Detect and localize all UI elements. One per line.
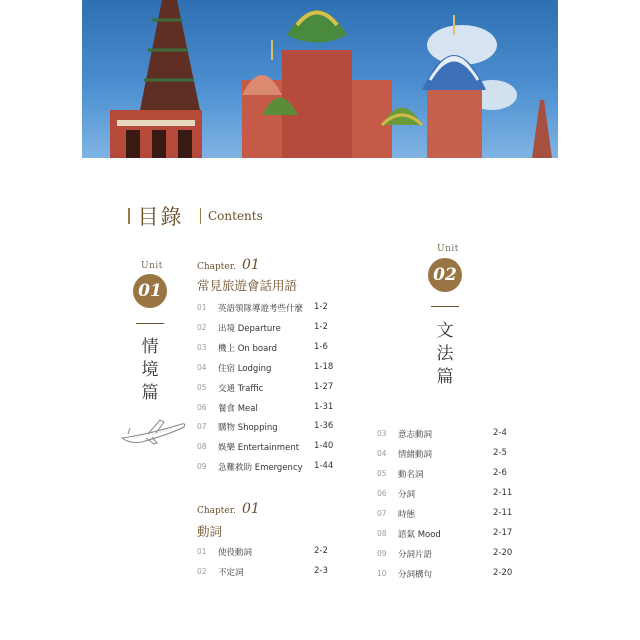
item-page: 2-20 xyxy=(493,568,513,578)
chapter1-list xyxy=(197,302,337,472)
item-number: 07 xyxy=(377,509,387,518)
item-page: 2-5 xyxy=(493,448,507,458)
item-number: 06 xyxy=(377,489,387,498)
item-number: 08 xyxy=(197,442,207,451)
item-title: 急難救助 Emergency xyxy=(218,463,303,473)
unit2-divider xyxy=(431,306,459,307)
chapter1-title: 常見旅遊會話用語 xyxy=(197,278,298,293)
item-number: 08 xyxy=(377,529,387,538)
item-number: 01 xyxy=(197,303,207,312)
item-number: 06 xyxy=(197,403,207,412)
item-number: 02 xyxy=(197,323,207,332)
item-page: 2-4 xyxy=(493,428,507,438)
chapter1-label: Chapter. xyxy=(197,262,236,272)
item-number: 04 xyxy=(377,449,387,458)
item-title: 分詞構句 xyxy=(398,570,433,580)
item-title: 意志動詞 xyxy=(398,430,433,440)
chapter2-title: 動詞 xyxy=(197,524,223,539)
item-number: 09 xyxy=(197,462,207,471)
item-page: 1-27 xyxy=(314,382,334,392)
item-title: 購物 Shopping xyxy=(218,423,278,433)
item-number: 07 xyxy=(197,422,207,431)
item-page: 2-3 xyxy=(314,566,328,576)
toc-title: 目錄 xyxy=(137,205,184,229)
item-page: 2-11 xyxy=(493,508,513,518)
item-number: 05 xyxy=(377,469,387,478)
item-page: 1-31 xyxy=(314,402,334,412)
item-page: 1-2 xyxy=(314,302,328,312)
item-number: 05 xyxy=(197,383,207,392)
item-title: 不定詞 xyxy=(218,568,244,578)
item-number: 03 xyxy=(197,343,207,352)
header-photo-cathedral xyxy=(82,0,558,158)
item-number: 01 xyxy=(197,547,207,556)
unit1-title: 情境篇 xyxy=(141,337,159,403)
item-number: 09 xyxy=(377,549,387,558)
chapter2-heading xyxy=(197,501,260,517)
item-title: 分詞片語 xyxy=(398,550,433,560)
item-title: 娛樂 Entertainment xyxy=(218,443,300,453)
unit1-divider xyxy=(136,323,164,324)
unit1-label: Unit xyxy=(141,261,163,271)
toc-header xyxy=(128,202,263,230)
item-title: 出境 Departure xyxy=(218,324,281,334)
item-title: 餐食 Meal xyxy=(218,404,258,414)
item-title: 使役動詞 xyxy=(218,548,253,558)
item-title: 情緒動詞 xyxy=(398,450,433,460)
item-page: 2-17 xyxy=(493,528,513,538)
item-page: 1-40 xyxy=(314,441,334,451)
item-page: 1-2 xyxy=(314,322,328,332)
item-title: 分詞 xyxy=(398,490,416,500)
chapter2-list xyxy=(197,546,337,586)
chapter2-label: Chapter. xyxy=(197,506,236,516)
item-number: 04 xyxy=(197,363,207,372)
chapter2-number: 01 xyxy=(241,501,260,517)
item-page: 1-18 xyxy=(314,362,334,372)
unit1-badge: 01 xyxy=(133,274,167,308)
item-title: 機上 On board xyxy=(218,344,278,354)
unit2-title: 文法篇 xyxy=(436,321,454,387)
item-title: 時態 xyxy=(398,510,416,520)
item-page: 1-44 xyxy=(314,461,334,471)
chapter1-heading xyxy=(197,257,260,273)
item-page: 2-2 xyxy=(314,546,328,556)
chapter2-continued-list xyxy=(377,428,517,588)
item-number: 03 xyxy=(377,429,387,438)
item-title: 語氣 Mood xyxy=(398,530,441,540)
item-number: 02 xyxy=(197,567,207,576)
item-page: 2-6 xyxy=(493,468,507,478)
unit2-label: Unit xyxy=(437,244,459,254)
item-title: 住宿 Lodging xyxy=(218,364,272,374)
item-title: 交通 Traffic xyxy=(218,384,264,394)
item-number: 10 xyxy=(377,569,387,578)
title-bar-right xyxy=(200,208,202,224)
title-bar-left xyxy=(128,208,130,224)
item-page: 2-11 xyxy=(493,488,513,498)
item-title: 英語領隊導遊考些什麼 xyxy=(218,304,304,314)
chapter1-number: 01 xyxy=(241,257,260,273)
item-title: 動名詞 xyxy=(398,470,424,480)
airplane-icon xyxy=(120,416,188,450)
toc-subtitle: Contents xyxy=(208,209,263,223)
item-page: 1-36 xyxy=(314,421,334,431)
unit2-badge: 02 xyxy=(428,258,462,292)
item-page: 1-6 xyxy=(314,342,328,352)
item-page: 2-20 xyxy=(493,548,513,558)
